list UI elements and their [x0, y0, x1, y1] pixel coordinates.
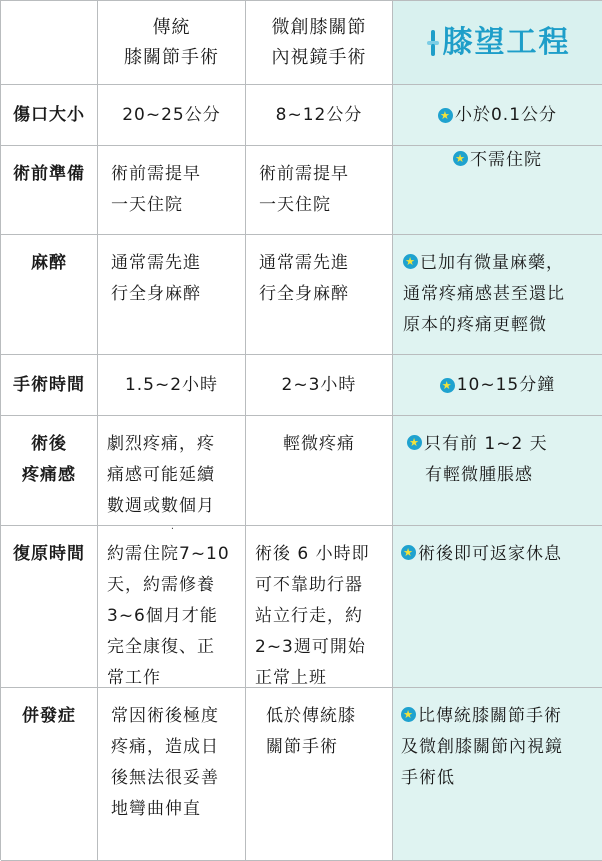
complications-minimal-line: 低於傳統膝	[266, 706, 356, 726]
anesthesia-highlight-line3: 原本的疼痛更輕微	[403, 315, 547, 335]
knee-bone-icon	[425, 28, 441, 58]
star-icon	[438, 108, 453, 123]
postop-pain-highlight	[393, 416, 602, 526]
preop-minimal-line: 術前需提早	[259, 164, 349, 184]
complications-traditional-line: 後無法很妥善	[111, 768, 219, 788]
preop-minimal-line: 一天住院	[259, 195, 331, 215]
complications-highlight-line3: 手術低	[401, 768, 455, 788]
header-empty-cell	[1, 1, 98, 85]
star-icon	[401, 545, 416, 560]
preop-highlight	[393, 146, 602, 235]
surgery-time-minimal: 2~3小時	[246, 355, 393, 416]
row-label-wound-size: 傷口大小	[1, 85, 98, 146]
row-label-preop: 術前準備	[1, 146, 98, 235]
wound-size-traditional: 20~25公分	[98, 85, 246, 146]
complications-highlight	[393, 688, 602, 861]
recovery-highlight-text: 術後即可返家休息	[418, 544, 562, 564]
header-traditional	[98, 1, 246, 85]
wound-size-highlight	[393, 85, 602, 146]
stray-dot: .	[170, 521, 176, 532]
complications-highlight-line1	[401, 701, 596, 732]
star-icon	[401, 707, 416, 722]
recovery-highlight	[393, 526, 602, 688]
preop-traditional-line: 一天住院	[111, 195, 183, 215]
row-label-recovery-time: 復原時間	[1, 526, 98, 688]
header-traditional-line2: 膝關節手術	[124, 46, 219, 68]
star-icon	[407, 435, 422, 450]
row-label-surgery-time: 手術時間	[1, 355, 98, 416]
star-icon	[440, 378, 455, 393]
complications-traditional	[98, 688, 246, 861]
anesthesia-minimal-line: 行全身麻醉	[259, 284, 349, 304]
recovery-minimal-line: 2~3週可開始	[255, 637, 366, 657]
recovery-minimal-line: 正常上班	[255, 668, 327, 688]
recovery-traditional-line: 3~6個月才能	[107, 606, 218, 626]
header-minimal-line1: 微創膝關節	[271, 16, 367, 38]
brand-logo-text: 膝望工程	[442, 24, 571, 60]
preop-traditional-line: 術前需提早	[111, 164, 201, 184]
anesthesia-highlight-line	[403, 248, 596, 279]
anesthesia-traditional-line: 行全身麻醉	[111, 284, 201, 304]
postop-pain-label-line1: 術後	[31, 434, 67, 454]
anesthesia-minimal-line: 通常需先進	[259, 253, 349, 273]
complications-traditional-line: 地彎曲伸直	[111, 799, 201, 819]
recovery-traditional-line: 常工作	[107, 668, 161, 688]
postop-pain-traditional-line: 數週或數個月	[107, 496, 215, 516]
surgery-time-highlight-text: 10~15分鐘	[456, 374, 556, 395]
row-label-postop-pain	[1, 416, 98, 526]
complications-traditional-line: 疼痛，造成日	[111, 737, 219, 757]
complications-traditional-line: 常因術後極度	[111, 706, 219, 726]
complications-minimal-line: 關節手術	[266, 737, 338, 757]
recovery-minimal-line: 術後 6 小時即	[255, 544, 370, 564]
recovery-minimal-line: 站立行走，約	[255, 606, 363, 626]
complications-highlight-text1: 比傳統膝關節手術	[418, 706, 562, 726]
row-label-anesthesia: 麻醉	[1, 235, 98, 355]
recovery-traditional-line: 完全康復、正	[107, 637, 215, 657]
preop-minimal	[246, 146, 393, 235]
header-minimal	[246, 1, 393, 85]
complications-minimal	[246, 688, 393, 861]
surgery-time-traditional: 1.5~2小時	[98, 355, 246, 416]
preop-highlight-text: 不需住院	[470, 150, 542, 170]
postop-pain-minimal: 輕微疼痛	[246, 416, 393, 526]
recovery-traditional-line: 天，約需修養	[107, 575, 215, 595]
star-icon	[453, 151, 468, 166]
anesthesia-traditional	[98, 235, 246, 355]
postop-pain-highlight-text1: 只有前 1~2 天	[424, 434, 548, 454]
postop-pain-highlight-line1	[407, 429, 596, 460]
complications-highlight-line2: 及微創膝關節內視鏡	[401, 737, 563, 757]
header-traditional-line1: 傳統	[152, 16, 191, 38]
header-minimal-line2: 內視鏡手術	[271, 46, 367, 68]
preop-traditional	[98, 146, 246, 235]
anesthesia-minimal	[246, 235, 393, 355]
surgery-time-highlight	[393, 355, 602, 416]
header-logo-cell	[393, 1, 602, 85]
postop-pain-traditional	[98, 416, 246, 532]
recovery-minimal-line: 可不靠助行器	[255, 575, 363, 595]
postop-pain-traditional-line: 劇烈疼痛，疼	[107, 434, 215, 454]
recovery-traditional	[98, 526, 246, 688]
recovery-minimal	[246, 526, 393, 688]
star-icon	[403, 254, 418, 269]
row-label-complications: 併發症	[1, 688, 98, 861]
wound-size-highlight-text: 小於0.1公分	[454, 104, 558, 125]
anesthesia-traditional-line: 通常需先進	[111, 253, 201, 273]
anesthesia-highlight-line1: 已加有微量麻藥，	[420, 253, 564, 273]
wound-size-minimal: 8~12公分	[246, 85, 393, 146]
brand-logo	[425, 24, 571, 60]
postop-pain-label-line2: 疼痛感	[22, 465, 76, 485]
postop-pain-traditional-line: 痛感可能延續	[107, 465, 215, 485]
anesthesia-highlight-line2: 通常疼痛感甚至還比	[403, 284, 565, 304]
anesthesia-highlight	[393, 235, 602, 355]
postop-pain-highlight-line2: 有輕微腫脹感	[425, 465, 533, 485]
recovery-traditional-line: 約需住院7~10	[107, 544, 230, 564]
